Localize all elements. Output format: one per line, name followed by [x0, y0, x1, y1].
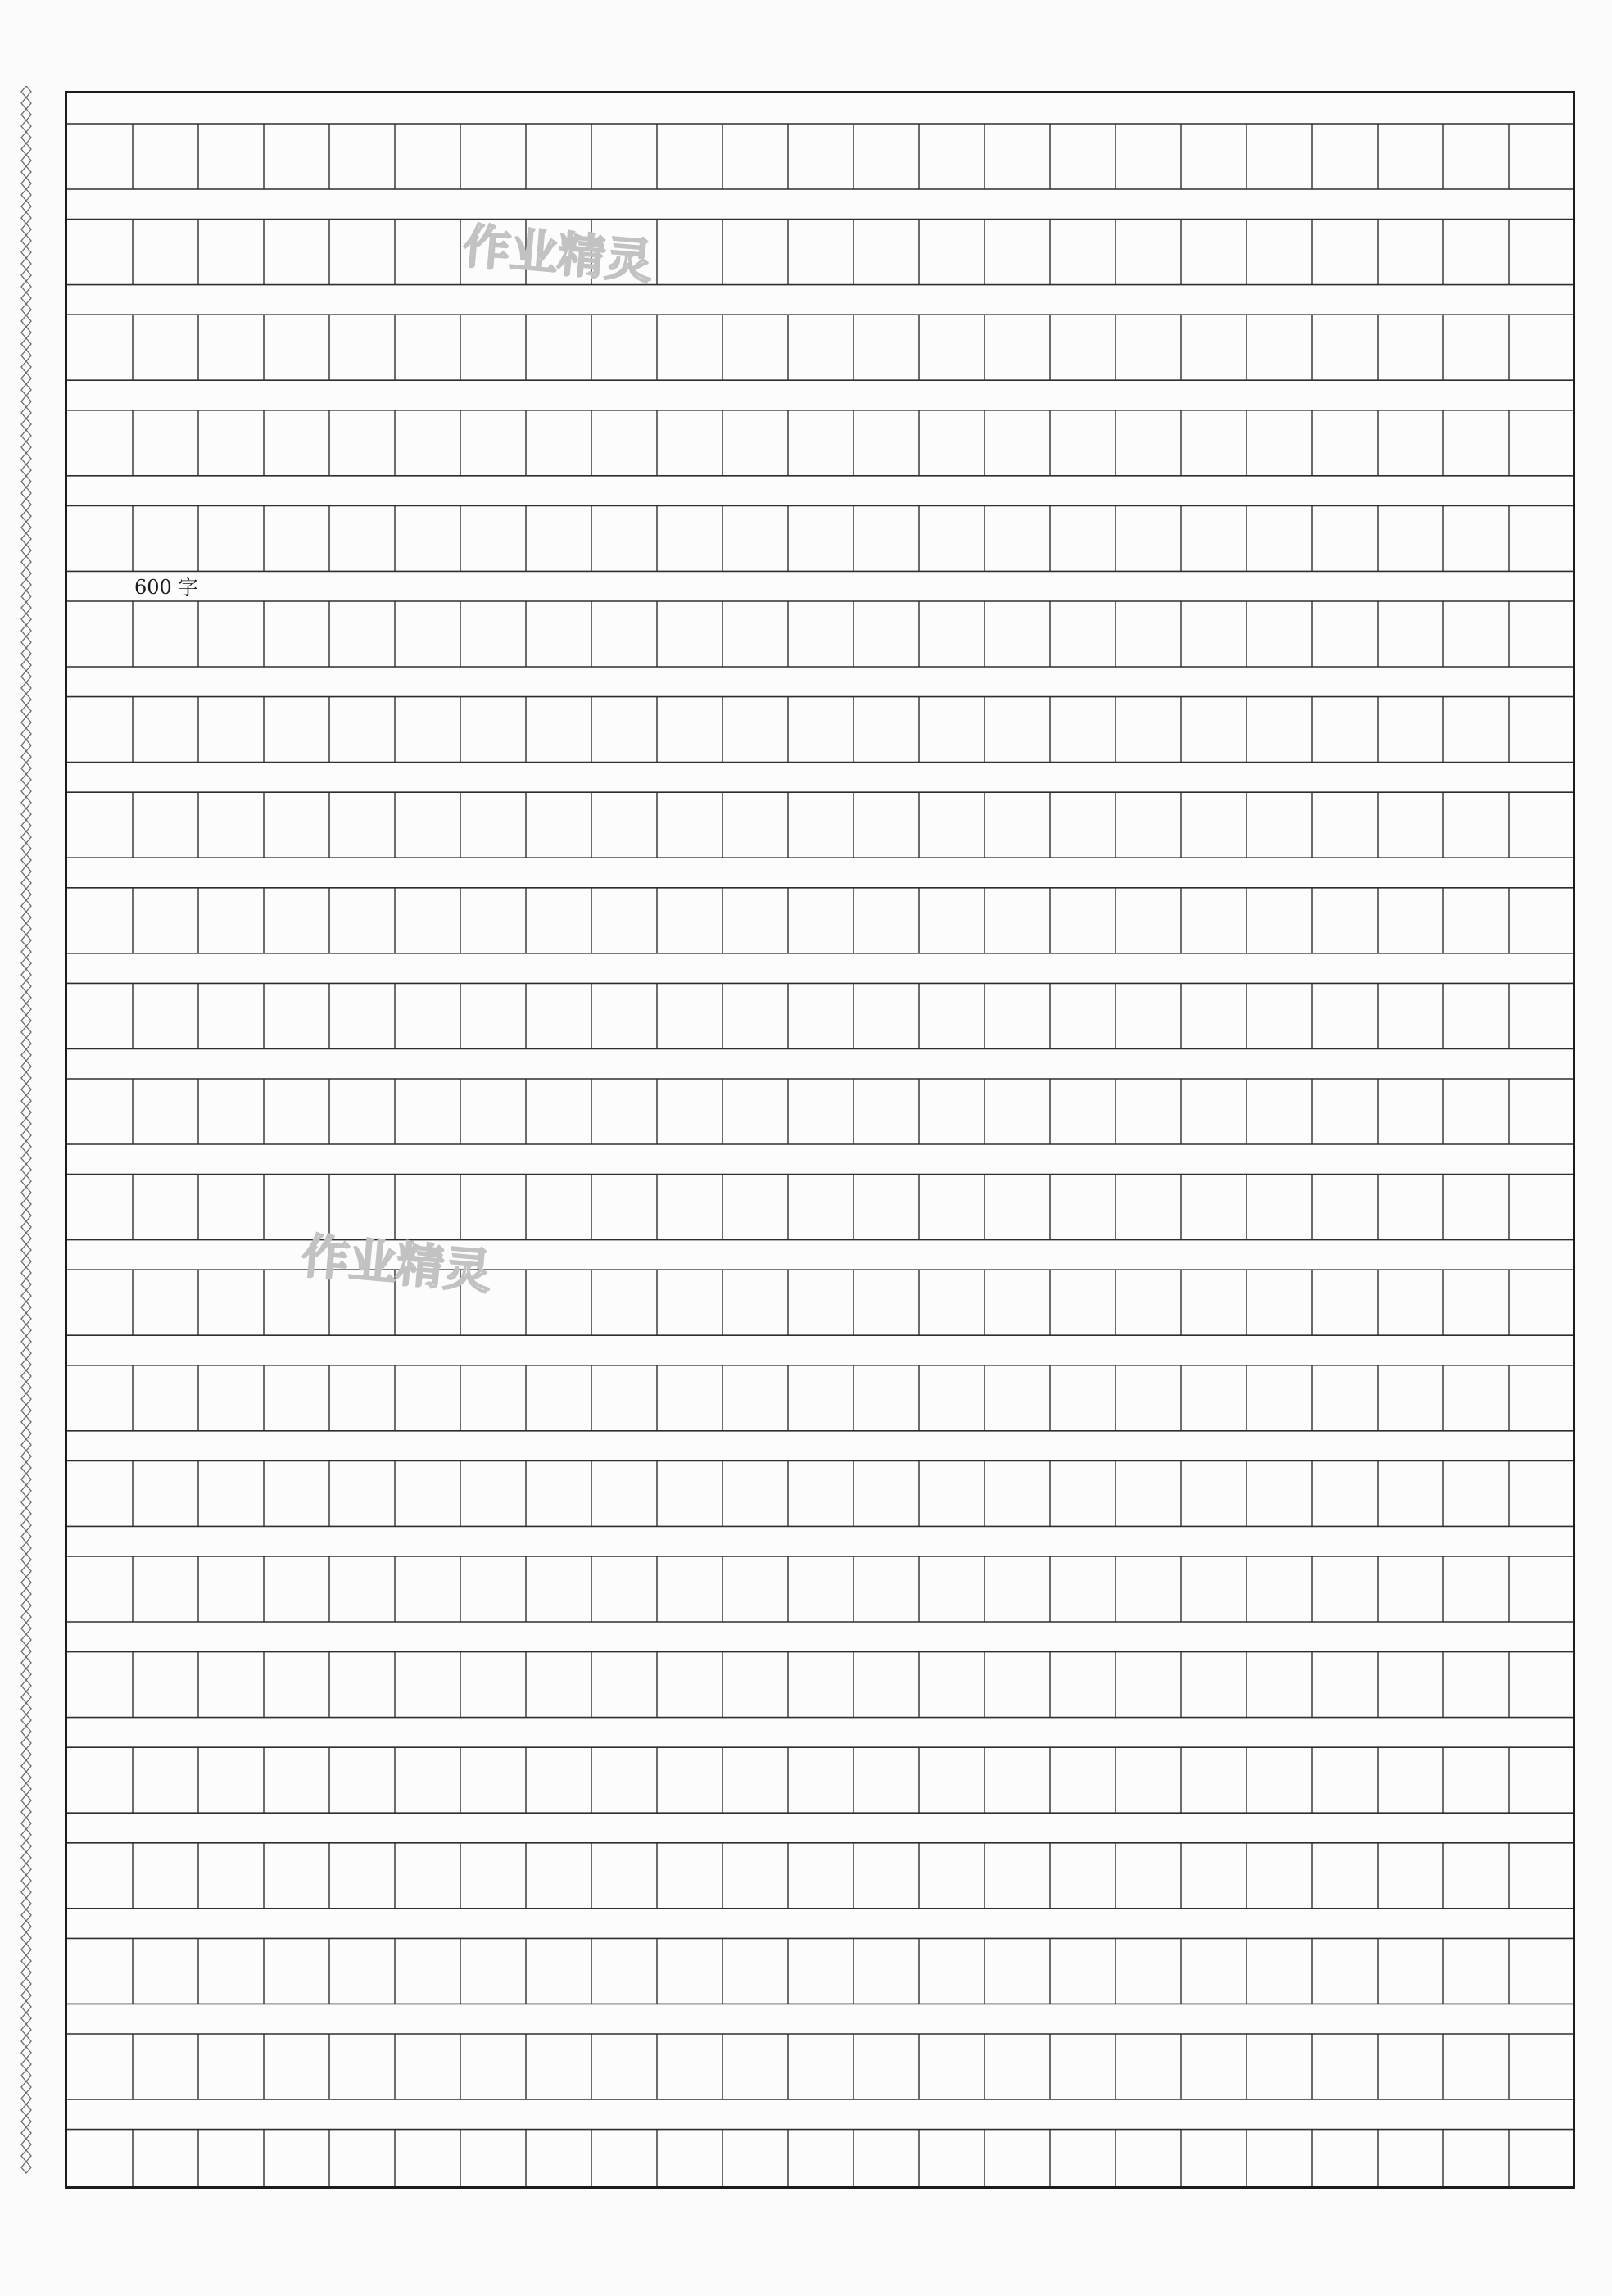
watermark-top: 作业精灵: [460, 218, 655, 290]
grid-row: [67, 1747, 1573, 1813]
grid-row: [67, 315, 1573, 380]
grid-row: [67, 2034, 1573, 2099]
composition-grid: [67, 93, 1573, 2186]
binding-chain-links: [21, 86, 31, 2173]
word-count-marker: 600 字: [134, 576, 198, 599]
grid-row: [67, 1365, 1573, 1431]
grid-row: [67, 888, 1573, 953]
binding-chain-decoration: [15, 86, 38, 2183]
grid-row: [67, 1556, 1573, 1622]
grid-row: [67, 124, 1573, 189]
grid-row: [67, 601, 1573, 667]
grid-row: [67, 697, 1573, 763]
watermark-bottom: 作业精灵: [299, 1228, 494, 1300]
grid-row: [67, 983, 1573, 1048]
grid-row: [67, 218, 1573, 290]
grid-row: [67, 1652, 1573, 1718]
composition-sheet: [65, 91, 1575, 2189]
grid-row: [67, 792, 1573, 858]
grid-row: [67, 1175, 1573, 1240]
grid-row: [67, 1079, 1573, 1144]
grid-row: [67, 1843, 1573, 1909]
grid-row: [67, 1270, 1573, 1335]
grid-row: [67, 1938, 1573, 2004]
grid-row: [67, 1460, 1573, 1526]
grid-row: [67, 505, 1573, 571]
grid-row: [67, 2130, 1573, 2186]
grid-row: [67, 410, 1573, 476]
